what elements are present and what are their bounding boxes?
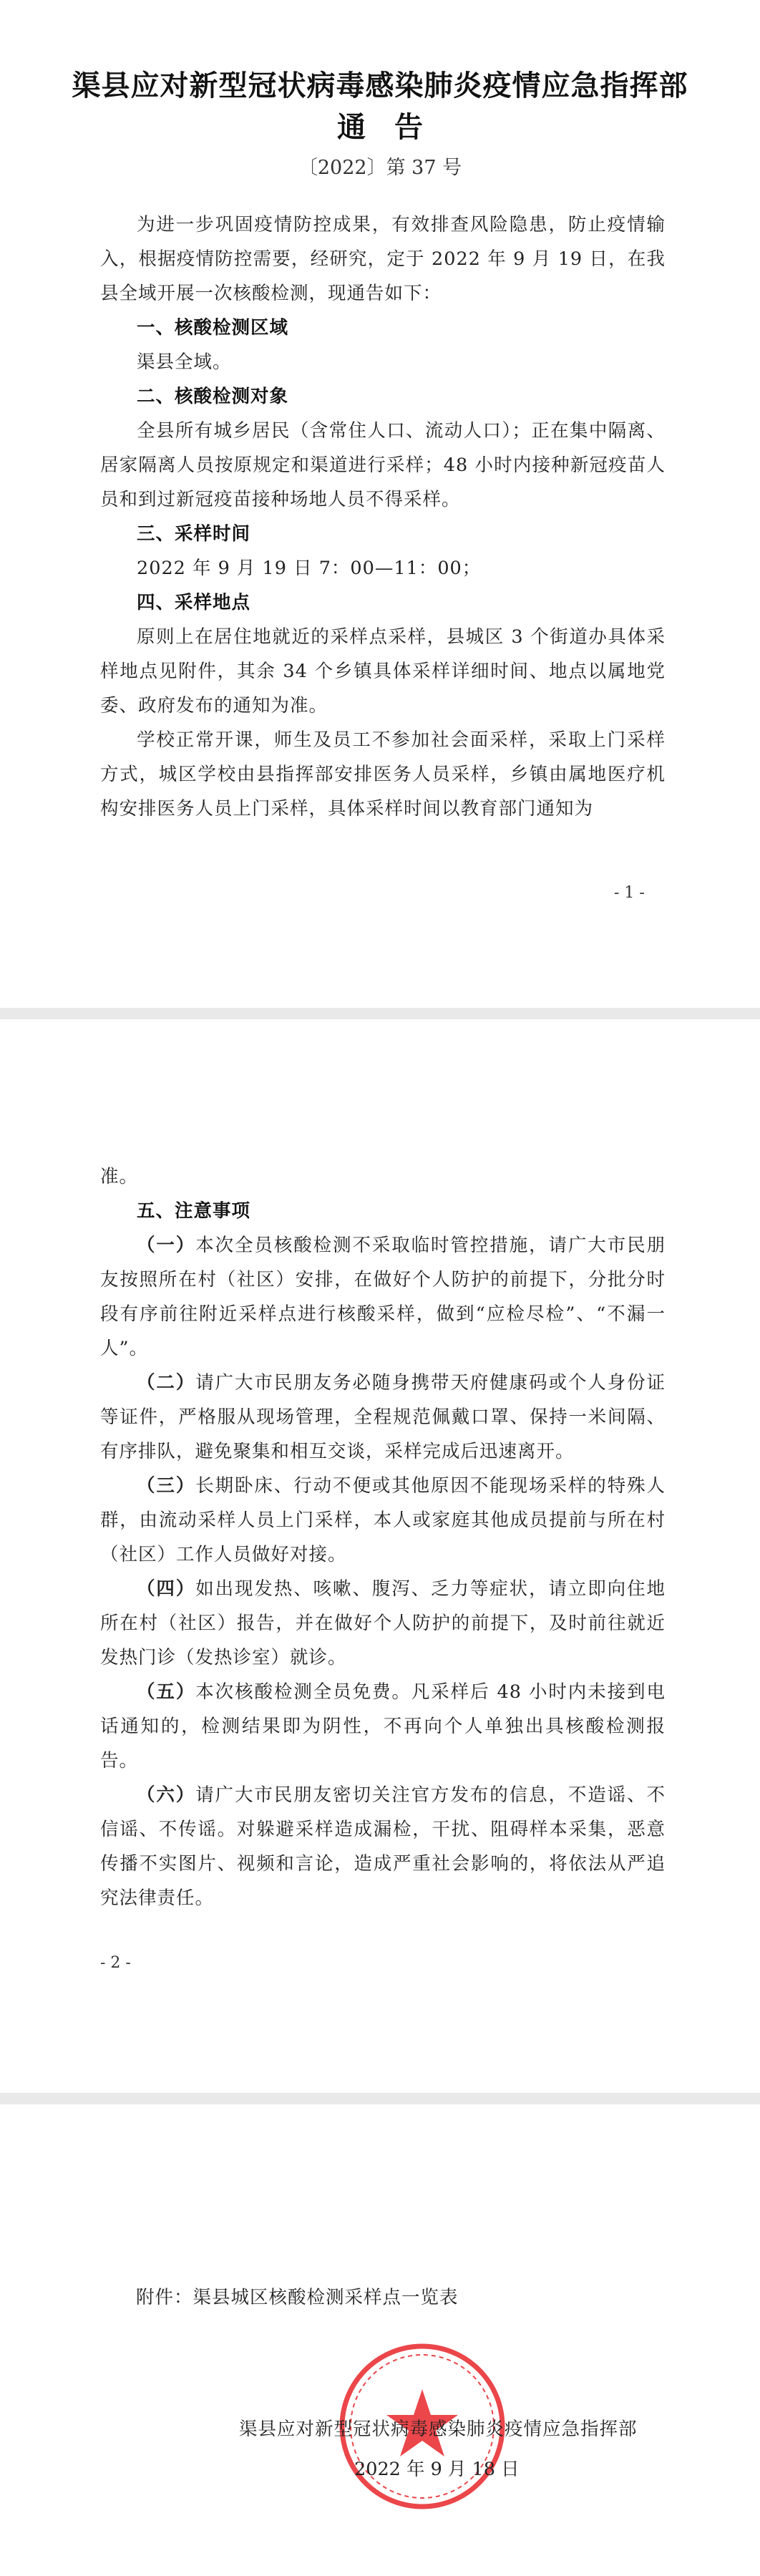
notice-item-2-label: （二） bbox=[137, 1372, 196, 1394]
notice-item-4 bbox=[100, 1572, 666, 1675]
page-number: - 1 - bbox=[614, 884, 645, 902]
section-text-4b: 学校正常开课，师生及员工不参加社会面采样，采取上门采样方式，城区学校由县指挥部安排医务人员采样，乡镇由属地医疗机构安排医务人员上门采样，具体采样时间以教育部门通知为 bbox=[100, 729, 666, 820]
intro-paragraph: 为进一步巩固疫情防控成果，有效排查风险隐患，防止疫情输入，根据疫情防控需要，经研究，定于 2022 年 9 月 19 日，在我县全域开展一次核酸检测，现通告如下： bbox=[100, 214, 666, 304]
issuer-name: 渠县应对新型冠状病毒感染肺炎疫情应急指挥部 bbox=[239, 2419, 638, 2440]
section-heading-1: 一、核酸检测区域 bbox=[137, 317, 289, 339]
document-title: 渠县应对新型冠状病毒感染肺炎疫情应急指挥部 bbox=[72, 69, 688, 102]
page-number: - 2 - bbox=[100, 1954, 131, 1972]
notice-item-6 bbox=[100, 1778, 666, 1915]
notice-item-1 bbox=[100, 1228, 666, 1366]
page-2 bbox=[0, 1019, 760, 2093]
page-3 bbox=[0, 2104, 760, 2576]
section-heading-2: 二、核酸检测对象 bbox=[137, 386, 289, 407]
document-subtitle: 通 告 bbox=[337, 111, 423, 144]
notice-item-4-text: 如出现发热、咳嗽、腹泻、乏力等症状，请立即向住地所在村（社区）报告，并在做好个人防护的前提下，及时前往就近发热门诊（发热诊室）就诊。 bbox=[100, 1578, 666, 1668]
document-number: 〔2022〕第 37 号 bbox=[298, 157, 462, 179]
page-2-body bbox=[100, 1160, 666, 1915]
notice-item-6-label: （六） bbox=[137, 1784, 196, 1806]
notice-item-1-label: （一） bbox=[137, 1235, 196, 1256]
section-heading-3: 三、采样时间 bbox=[137, 523, 251, 545]
notice-item-3-text: 长期卧床、行动不便或其他原因不能现场采样的特殊人群，由流动采样人员上门采样，本人或家庭其他成员提前与所在村（社区）工作人员做好对接。 bbox=[100, 1475, 666, 1565]
issue-date: 2022 年 9 月 18 日 bbox=[354, 2459, 520, 2480]
page-1 bbox=[0, 0, 760, 1008]
notice-item-3 bbox=[100, 1469, 666, 1572]
notice-item-5-label: （五） bbox=[137, 1681, 196, 1703]
section-text-1: 渠县全域。 bbox=[137, 351, 232, 373]
notice-item-4-label: （四） bbox=[137, 1578, 196, 1600]
notice-item-5 bbox=[100, 1675, 666, 1778]
page-1-body bbox=[100, 208, 666, 826]
section-heading-4: 四、采样地点 bbox=[137, 592, 251, 613]
notice-item-1-text: 本次全员核酸检测不采取临时管控措施，请广大市民朋友按照所在村（社区）安排，在做好个人防护的前提下，分批分时段有序前往附近采样点进行核酸采样，做到“应检尽检”、“不漏一人”。 bbox=[100, 1235, 666, 1359]
section-text-4b-end: 准。 bbox=[100, 1166, 139, 1187]
notice-item-5-text: 本次核酸检测全员免费。凡采样后 48 小时内未接到电话通知的，检测结果即为阴性，不再向个人单独出具核酸检测报告。 bbox=[100, 1681, 666, 1771]
section-text-2: 全县所有城乡居民（含常住人口、流动人口）；正在集中隔离、居家隔离人员按原规定和渠道进行采样；48 小时内接种新冠疫苗人员和到过新冠疫苗接种场地人员不得采样。 bbox=[100, 420, 666, 510]
notice-item-2 bbox=[100, 1366, 666, 1469]
notice-item-3-label: （三） bbox=[137, 1475, 196, 1497]
notice-item-6-text: 请广大市民朋友密切关注官方发布的信息，不造谣、不信谣、不传谣。对躲避采样造成漏检，干扰、阻碍样本采集，恶意传播不实图片、视频和言论，造成严重社会影响的，将依法从严追究法律责任。 bbox=[100, 1784, 666, 1909]
section-text-4a: 原则上在居住地就近的采样点采样，县城区 3 个街道办具体采样地点见附件，其余 34 个乡镇具体采样详细时间、地点以属地党委、政府发布的通知为准。 bbox=[100, 626, 666, 716]
section-heading-5: 五、注意事项 bbox=[137, 1200, 251, 1222]
section-text-3: 2022 年 9 月 19 日 7：00—11：00； bbox=[137, 558, 482, 579]
attachment-line: 附件：渠县城区核酸检测采样点一览表 bbox=[136, 2287, 459, 2308]
notice-item-2-text: 请广大市民朋友务必随身携带天府健康码或个人身份证等证件，严格服从现场管理，全程规范佩戴口罩、保持一米间隔、有序排队，避免聚集和相互交谈，采样完成后迅速离开。 bbox=[100, 1372, 666, 1462]
